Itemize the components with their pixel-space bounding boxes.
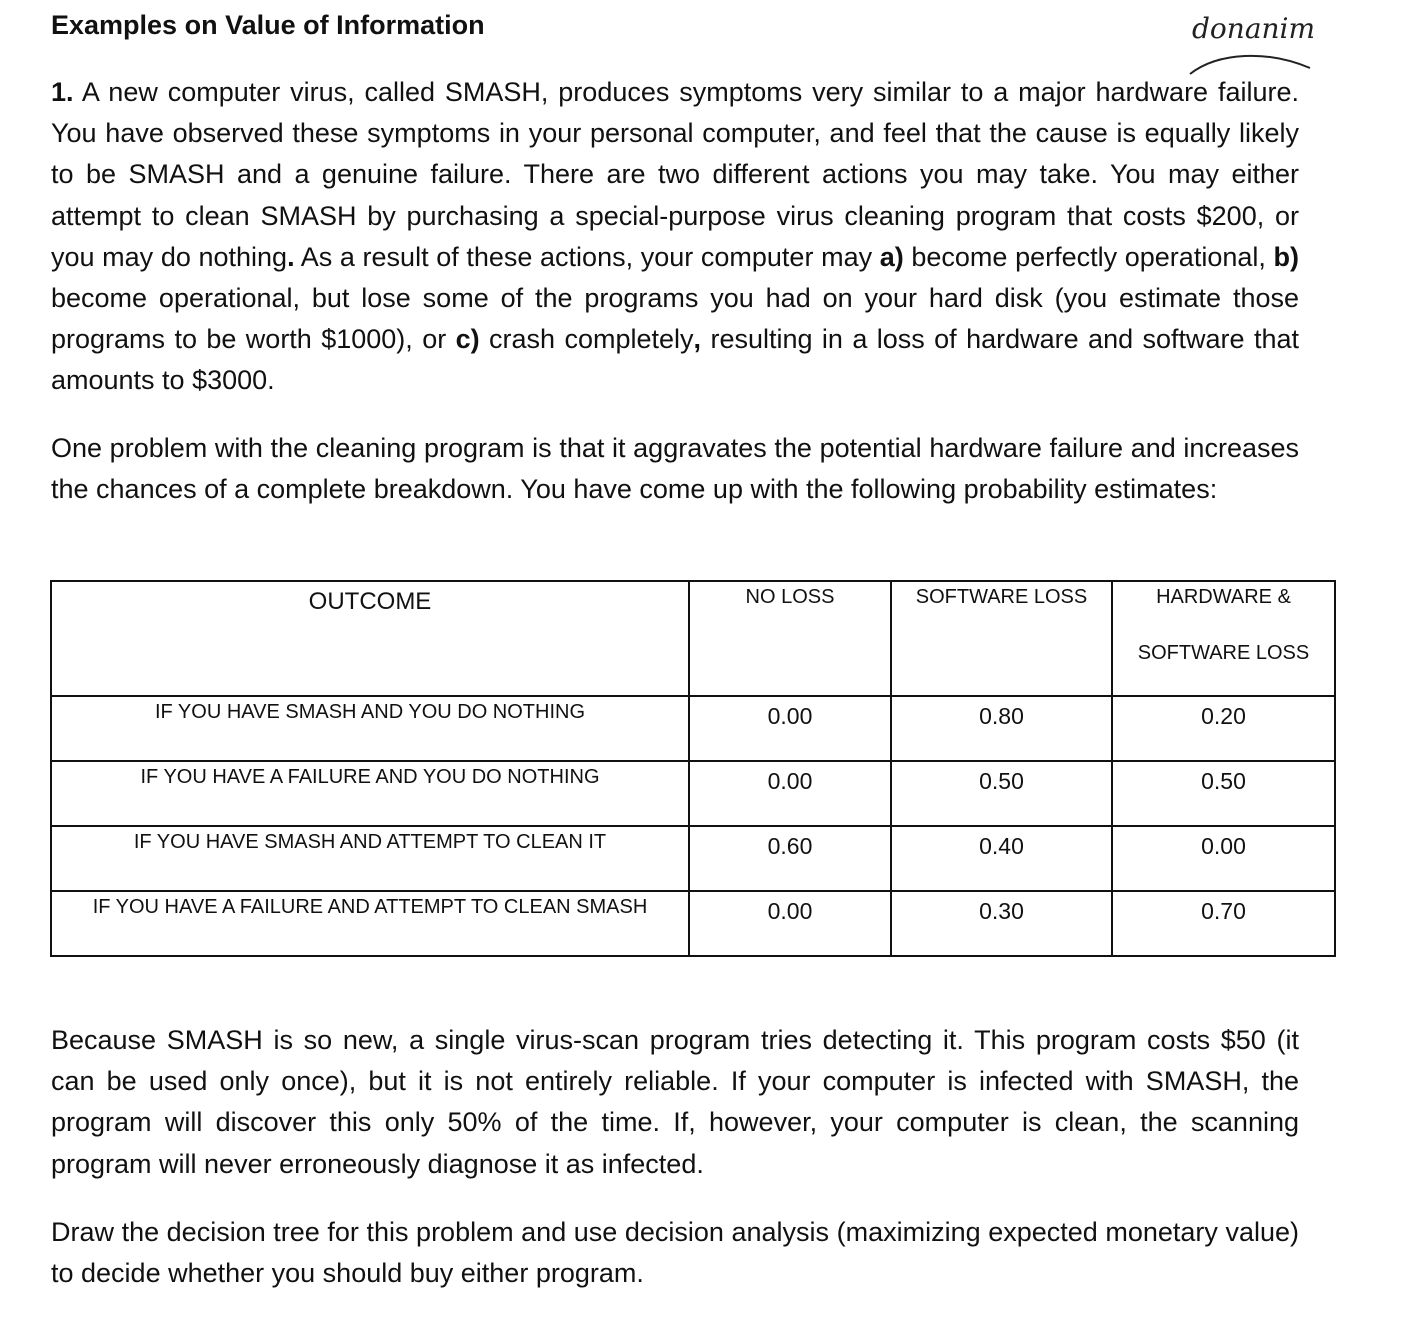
handwritten-annotation: [1188, 2, 1328, 82]
software-loss-value: 0.80: [979, 703, 1024, 729]
option-c-text: crash completely: [479, 324, 694, 355]
header-software-loss: SOFTWARE LOSS: [891, 581, 1112, 696]
no-loss-value: 0.00: [767, 768, 813, 794]
problem-period: .: [287, 241, 295, 272]
option-c-text: resulting in a loss of hardware and software that amounts to $3000.: [51, 324, 1299, 396]
table-row: [51, 826, 1335, 891]
table-row: [51, 696, 1335, 761]
task-paragraph: Draw the decision tree for this problem and use decision analysis (maximizing expected monetary value) to decide whether you should buy either program.: [51, 1217, 1299, 1289]
page-title: Examples on Value of Information: [51, 10, 485, 40]
option-c-marker: c): [455, 324, 480, 355]
hw-sw-loss-value: 0.70: [1201, 898, 1246, 924]
software-loss-value: 0.50: [979, 768, 1024, 794]
header-outcome: OUTCOME: [51, 581, 689, 696]
header-no-loss: NO LOSS: [689, 581, 891, 696]
probability-table: [50, 580, 1336, 957]
problem-paragraph: [51, 72, 1299, 402]
no-loss-value: 0.00: [767, 898, 813, 924]
handwritten-note: donanim: [1192, 12, 1316, 45]
hw-sw-loss-value: 0.00: [1201, 833, 1246, 859]
header-hardware-software-loss: HARDWARE & SOFTWARE LOSS: [1112, 581, 1335, 696]
cleaning-program-paragraph: One problem with the cleaning program is that it aggravates the potential hardware failure and increases the chances of a complete breakdown. You have come up with the following probability estimates:: [51, 433, 1299, 505]
row-label: IF YOU HAVE SMASH AND ATTEMPT TO CLEAN IT: [133, 831, 607, 853]
table-header-row: [51, 581, 1335, 696]
problem-text: A new computer virus, called SMASH, produces symptoms very similar to a major hardware failure. You have observed these symptoms in your personal computer, and feel that the cause is equally likely to be SMASH and a genuine failure. There are two different actions you may take. You may either attempt to clean SMASH by purchasing a special-purpose virus cleaning program that costs $200, or you may do nothing: [51, 77, 1299, 272]
row-label: IF YOU HAVE A FAILURE AND YOU DO NOTHING: [140, 766, 600, 788]
no-loss-value: 0.60: [767, 833, 813, 859]
no-loss-value: 0.00: [767, 703, 813, 729]
row-label: IF YOU HAVE SMASH AND YOU DO NOTHING: [154, 701, 586, 723]
option-b-text: become operational, but lose some of the programs you had on your hard disk (you estimate those programs to be worth $1000), or: [51, 283, 1299, 355]
row-label: IF YOU HAVE A FAILURE AND ATTEMPT TO CLEAN SMASH: [92, 896, 648, 918]
software-loss-value: 0.40: [979, 833, 1024, 859]
hw-sw-loss-value: 0.50: [1201, 768, 1246, 794]
table-row: [51, 891, 1335, 956]
problem-number: 1.: [51, 77, 74, 107]
virus-scan-paragraph: Because SMASH is so new, a single virus-scan program tries detecting it. This program costs $50 (it can be used only once), but it is not entirely reliable. If your computer is infected with SMASH, the program will discover this only 50% of the time. If, however, your computer is clean, the scanning program will never erroneously diagnose it as infected.: [51, 1025, 1299, 1179]
option-a-text: become perfectly operational,: [903, 241, 1274, 272]
option-b-marker: b): [1273, 241, 1299, 272]
table-row: [51, 761, 1335, 826]
option-a-marker: a): [879, 241, 904, 272]
hw-sw-loss-value: 0.20: [1201, 703, 1246, 729]
software-loss-value: 0.30: [979, 898, 1024, 924]
problem-text: As a result of these actions, your computer may: [294, 241, 880, 272]
option-c-comma: ,: [693, 324, 702, 355]
